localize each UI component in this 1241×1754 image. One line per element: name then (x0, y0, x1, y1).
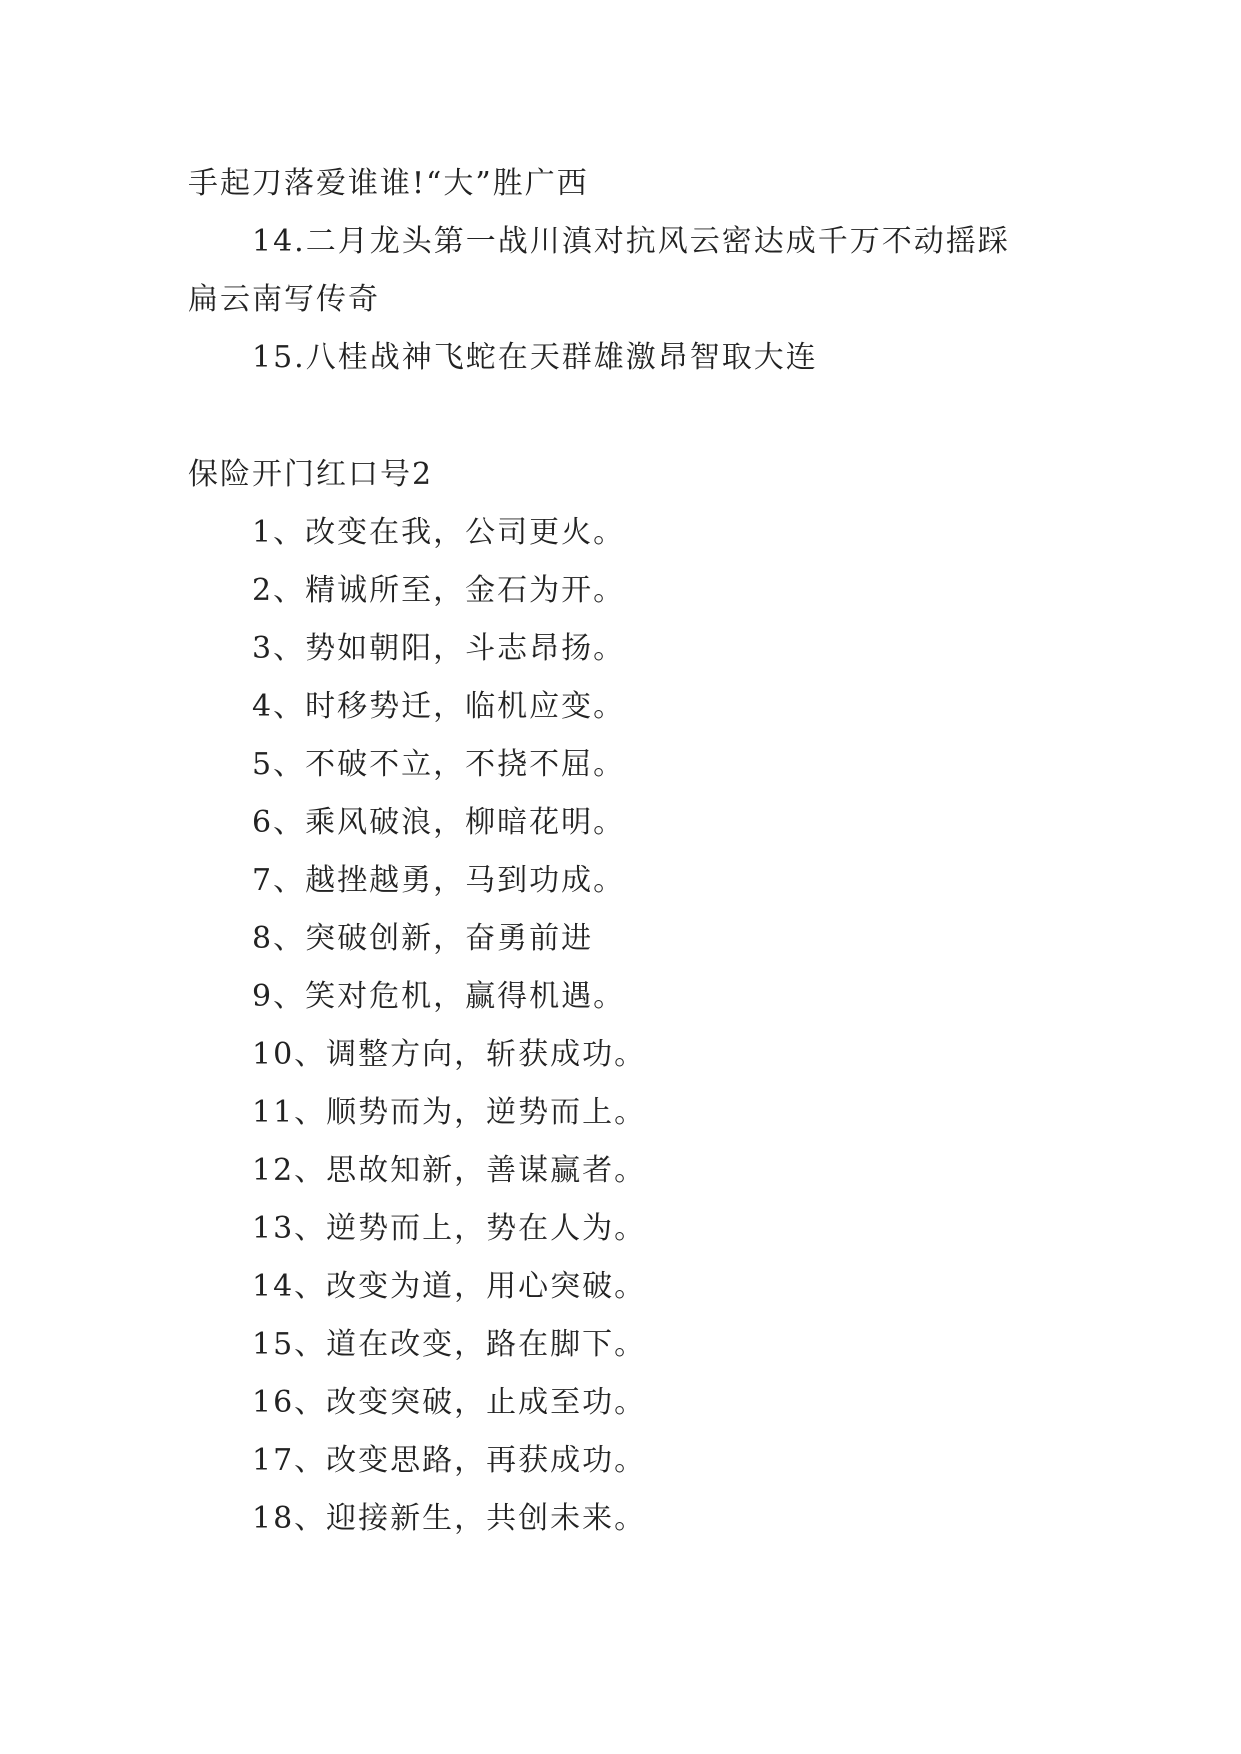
list-item: 1、改变在我，公司更火。 (252, 515, 626, 550)
list-item: 9、笑对危机，赢得机遇。 (252, 979, 626, 1014)
list-item: 4、时移势迁，临机应变。 (252, 689, 626, 724)
list-item: 16、改变突破，止成至功。 (252, 1385, 647, 1420)
section-heading: 保险开门红口号2 (188, 457, 434, 492)
list-item: 14、改变为道，用心突破。 (252, 1269, 647, 1304)
list-item: 17、改变思路，再获成功。 (252, 1443, 647, 1478)
list-item: 7、越挫越勇，马到功成。 (252, 863, 626, 898)
list-item: 6、乘风破浪，柳暗花明。 (252, 805, 626, 840)
list-item: 13、逆势而上，势在人为。 (252, 1211, 647, 1246)
list-item: 11、顺势而为，逆势而上。 (252, 1095, 647, 1130)
text-line: 手起刀落爱谁谁!“大”胜广西 (188, 166, 589, 201)
list-item: 2、精诚所至，金石为开。 (252, 573, 626, 608)
list-item-14: 14.二月龙头第一战川滇对抗风云密达成千万不动摇踩 (252, 224, 1010, 259)
list-item: 15、道在改变，路在脚下。 (252, 1327, 647, 1362)
list-item: 3、势如朝阳，斗志昂扬。 (252, 631, 626, 666)
list-item: 5、不破不立，不挠不屈。 (252, 747, 626, 782)
list-item: 18、迎接新生，共创未来。 (252, 1501, 647, 1536)
list-item: 10、调整方向，斩获成功。 (252, 1037, 647, 1072)
list-item: 8、突破创新，奋勇前进 (252, 921, 594, 956)
list-item-14-continued: 扁云南写传奇 (188, 282, 380, 317)
list-item: 12、思故知新，善谋赢者。 (252, 1153, 647, 1188)
list-item-15: 15.八桂战神飞蛇在天群雄激昂智取大连 (252, 340, 818, 375)
